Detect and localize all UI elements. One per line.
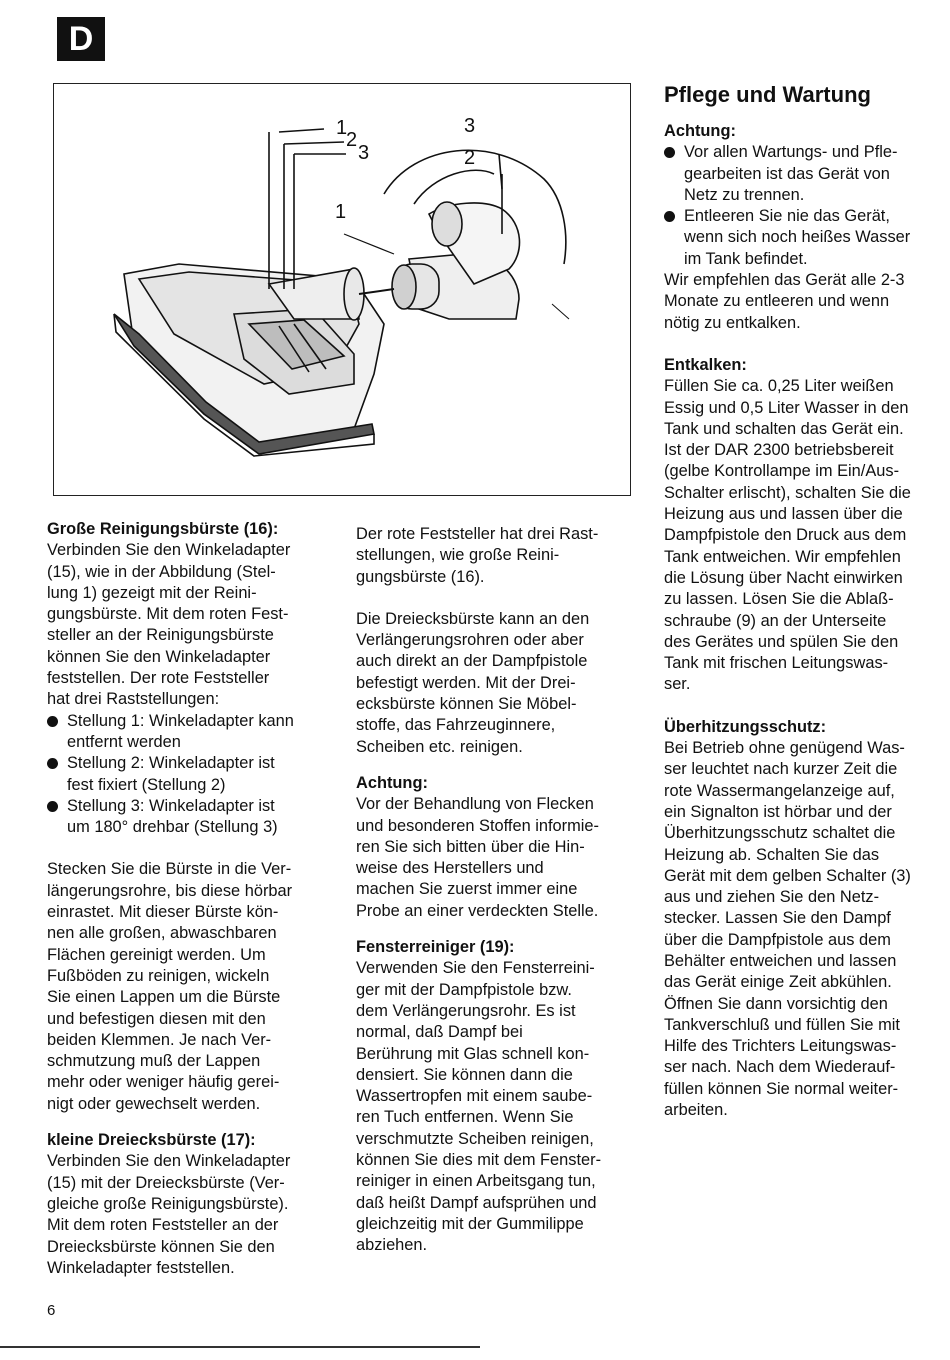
page-number: 6: [47, 1302, 56, 1319]
paragraph-empfehlung: Wir empfehlen das Gerät alle 2-3 Monate zu entleeren und wenn nötig zu entkalken.: [664, 271, 905, 332]
heading-ueberhitzungsschutz: Überhitzungsschutz:: [664, 717, 827, 736]
figure-label-3-arc: 3: [464, 115, 476, 137]
figure-label-3-top: 3: [358, 142, 370, 164]
list-item: Vor allen Wartungs- und Pfle- gearbeiten ist das Gerät von Netz zu trennen.: [664, 142, 946, 206]
list-item: Entleeren Sie nie das Gerät, wenn sich noch heißes Wasser im Tank befindet.: [664, 206, 946, 270]
rotation-arrow-inner: [414, 170, 494, 204]
paragraph-fensterreiniger: Verwenden Sie den Fensterreini- ger mit der Dampfpistole bzw. dem Verlängerungsrohr. Es ist normal, daß Dampf bei Berührung mit Glas schnell kon- densiert. Sie können dann die Wassertropfen mit einem saube- ren Tuch entfernen. Wenn Sie verschmutzte Scheiben reinigen, können Sie dies mit dem Fenster- reiniger in einen Arbeitsgang tun, daß heißt Dampf aufsprühen und gleichzeitig mit der Gummilippe abziehen.: [356, 959, 602, 1255]
bullet-icon: [664, 147, 675, 158]
heading-fensterreiniger: Fensterreiniger (19):: [356, 938, 515, 957]
paragraph-flecken-hinweis: Vor der Behandlung von Flecken und besonderen Stoffen informie- ren Sie sich bitten über die Hin- weise des Herstellers und machen Sie zuerst immer eine Probe an einer verdeckten Stelle.: [356, 795, 599, 920]
paragraph-dreiecksbuerste-befestigung: Die Dreiecksbürste kann an den Verlängerungsrohren oder aber auch direkt an der Dampfpistole befestigt werden. Mit der Drei- ecksbürste können Sie Möbel- stoffe, das Fahrzeuginnere, Scheiben etc. reinigen.: [356, 609, 590, 756]
paragraph-entkalken: Füllen Sie ca. 0,25 Liter weißen Essig und 0,5 Liter Wasser in den Tank und schalten das Gerät ein. Ist der DAR 2300 betriebsbereit (gelbe Kontrollampe im Ein/Aus- Schalter erlischt), schalten Sie die Heizung aus und lassen über die Dampfpistole den Druck aus dem Tank entweichen. Wir empfehlen die Lösung über Nacht einwirken zu lassen. Lösen Sie die Ablaß- schraube (9) an der Unterseite des Gerätes und spülen Sie den Tank mit frischen Leitungswas- ser.: [664, 377, 911, 694]
paragraph-verlaengerungsrohre: Stecken Sie die Bürste in die Ver- längerungsrohre, bis diese hörbar einrastet. Mit dieser Bürste kön- nen alle großen, abwaschbaren Flächen gereinigt werden. Um Fußböden zu reinigen, wickeln Sie einen Lappen um die Bürste und befestigen diesen mit den beiden Klemmen. Je nach Ver- schmutzung muß der Lappen mehr oder weniger häufig gerei- nigt oder gewechselt werden.: [47, 860, 293, 1113]
bullet-icon: [664, 211, 675, 222]
heading-achtung-middle: Achtung:: [356, 773, 428, 792]
column-left: [47, 519, 347, 1279]
column-right: [664, 121, 946, 1121]
warning-list: [664, 142, 946, 270]
figure-label-1-top: 1: [336, 117, 348, 139]
bullet-icon: [47, 758, 58, 769]
bullet-icon: [47, 801, 58, 812]
brush-drawing: [54, 84, 632, 497]
brush-illustration: [53, 83, 631, 496]
section-title: Pflege und Wartung: [664, 82, 871, 107]
heading-entkalken: Entkalken:: [664, 355, 747, 374]
bullet-icon: [47, 716, 58, 727]
paragraph-raststellungen: Der rote Feststeller hat drei Rast- stellungen, wie große Reini- gungsbürste (16).: [356, 525, 599, 586]
heading-achtung-right: Achtung:: [664, 122, 736, 140]
figure-label-1-side: 1: [335, 201, 347, 223]
stellung-list: [47, 711, 347, 839]
heading-kleine-dreiecksbuerste: kleine Dreiecksbürste (17):: [47, 1131, 256, 1150]
figure-label-2-top: 2: [346, 129, 358, 151]
paragraph-dreiecksbuerste: Verbinden Sie den Winkeladapter (15) mit der Dreiecksbürste (Ver- gleiche große Reinigungsbürste). Mit dem roten Feststeller an der Dreiecksbürste können Sie den Winkeladapter feststellen.: [47, 1152, 291, 1277]
paragraph-ueberhitzungsschutz: Bei Betrieb ohne genügend Was- ser leuchtet nach kurzer Zeit die rote Wassermangelanzeige auf, ein Signalton ist hörbar und der Überhitzungsschutz schaltet die Heizung ab. Schalten Sie das Gerät mit dem gelben Schalter (3) aus und ziehen Sie den Netz- stecker. Lassen Sie den Dampf über die Dampfpistole aus dem Behälter entweichen und lassen das Gerät einige Zeit abkühlen. Öffnen Sie dann vorsichtig den Tankverschluß und füllen Sie mit Hilfe des Trichters Leitungswas- ser nach. Nach dem Wiederauf- füllen können Sie normal weiter- arbeiten.: [664, 739, 911, 1120]
figure-label-2-arc: 2: [464, 147, 476, 169]
paragraph-grosse-buerste: Verbinden Sie den Winkeladapter (15), wie in der Abbildung (Stel- lung 1) gezeigt mit der Reini- gungsbürste. Mit dem roten Fest- steller an der Reinigungsbürste können Sie den Winkeladapter feststellen. Der rote Feststeller hat drei Raststellungen:: [47, 541, 291, 709]
heading-grosse-reinigungsbuerste: Große Reinigungsbürste (16):: [47, 520, 279, 538]
column-middle: [356, 524, 636, 1257]
language-badge: D: [57, 17, 105, 61]
list-item: Stellung 1: Winkeladapter kann entfernt werden: [47, 711, 347, 754]
list-item: Stellung 3: Winkeladapter ist um 180° drehbar (Stellung 3): [47, 796, 347, 839]
list-item: Stellung 2: Winkeladapter ist fest fixiert (Stellung 2): [47, 753, 347, 796]
bottom-rule: [0, 1346, 480, 1348]
